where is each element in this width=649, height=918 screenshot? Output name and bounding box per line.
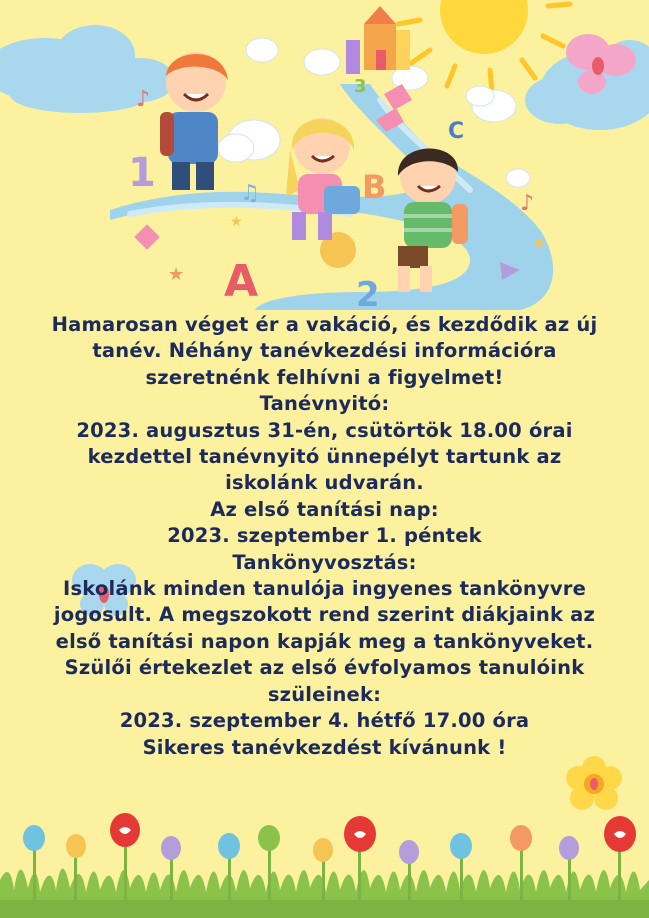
textbooks-line-1: Iskolánk minden tanulója ingyenes tankönyvre [63, 577, 586, 601]
svg-text:3: 3 [354, 76, 367, 97]
heading-textbooks: Tankönyvosztás: [232, 550, 417, 574]
svg-text:♪: ♪ [136, 87, 151, 112]
back-to-school-illustration [0, 0, 649, 320]
intro-line-3: szeretnénk felhívni a figyelmet! [145, 365, 504, 389]
announcement-text [0, 312, 649, 761]
svg-text:★: ★ [230, 214, 243, 230]
svg-text:1: 1 [128, 150, 156, 196]
parents-meeting-line-1: Szülői értekezlet az első évfolyamos tanulóink [64, 656, 585, 680]
textbooks-line-2: jogosult. A megszokott rend szerint diákjaink az [53, 603, 596, 627]
textbooks-line-3: első tanítási napon kapják meg a tankönyveket. [55, 629, 594, 653]
svg-text:C: C [448, 119, 465, 144]
opening-line-1: 2023. augusztus 31-én, csütörtök 18.00 órai [76, 418, 573, 442]
first-day-date: 2023. szeptember 1. péntek [167, 524, 482, 548]
svg-text:2: 2 [356, 275, 380, 315]
svg-text:♫: ♫ [240, 181, 260, 206]
heading-opening: Tanévnyitó: [259, 392, 390, 416]
closing-wish: Sikeres tanévkezdést kívánunk ! [142, 735, 507, 759]
castle-icon [346, 6, 410, 74]
svg-text:B: B [362, 168, 387, 206]
opening-line-3: iskolánk udvarán. [225, 471, 424, 495]
opening-line-2: kezdettel tanévnyitó ünnepélyt tartunk az [87, 445, 562, 469]
kid-boy-right-icon [398, 148, 468, 292]
intro-line-1: Hamarosan véget ér a vakáció, és kezdődik az új [51, 313, 598, 336]
kid-boy-left-icon [160, 52, 228, 190]
svg-text:A: A [224, 256, 259, 307]
svg-text:★: ★ [532, 233, 547, 252]
kid-girl-middle-icon [286, 118, 360, 240]
parents-meeting-line-2: szüleinek: [267, 682, 382, 706]
svg-text:★: ★ [168, 264, 185, 285]
parents-meeting-date: 2023. szeptember 4. hétfő 17.00 óra [119, 709, 530, 733]
grass-hands-illustration [0, 800, 649, 918]
svg-text:♪: ♪ [520, 191, 535, 216]
intro-line-2: tanév. Néhány tanévkezdési információra [92, 339, 557, 363]
heading-first-day: Az első tanítási nap: [210, 497, 439, 521]
